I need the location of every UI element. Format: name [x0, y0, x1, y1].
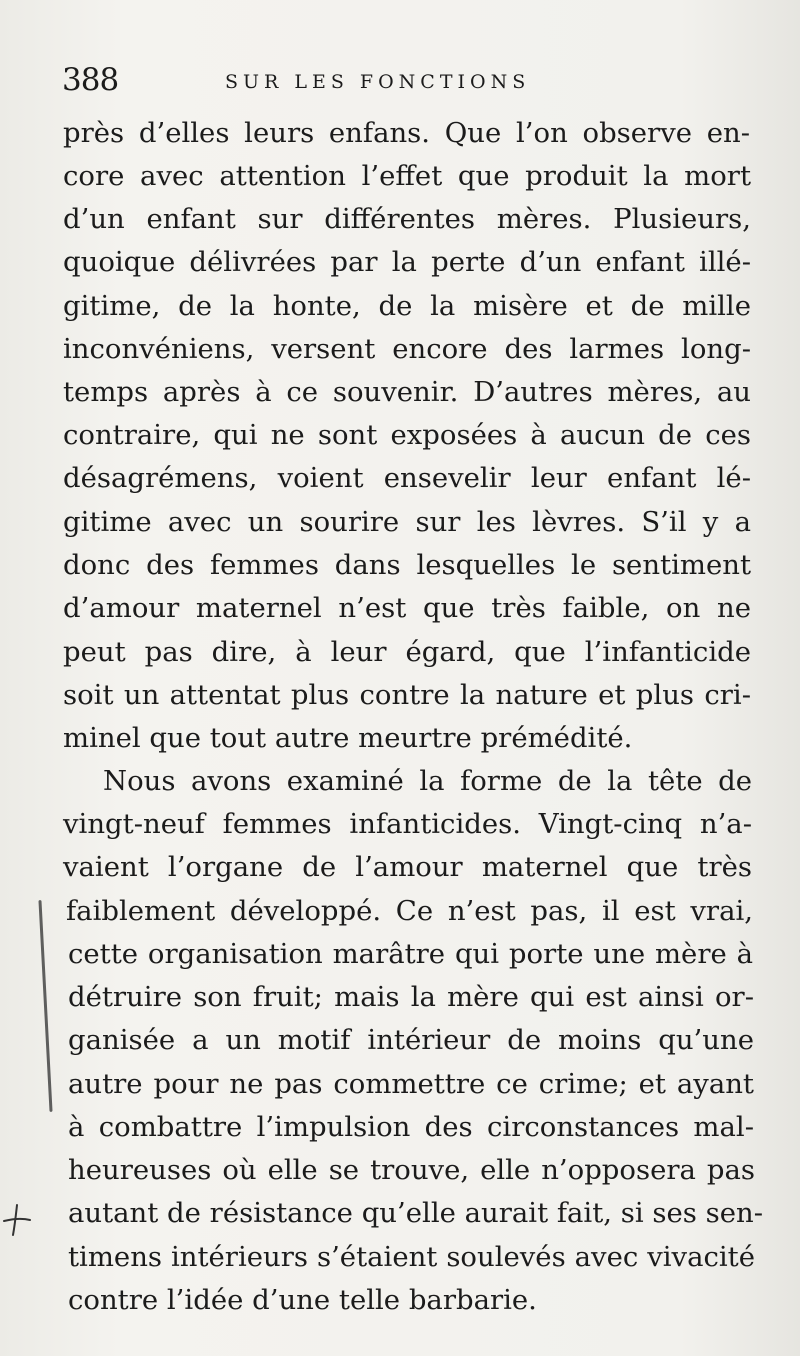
text-line: vaient l’organe de l’amour maternel que très	[63, 851, 752, 883]
text-line: gitime, de la honte, de la misère et de mille	[63, 290, 751, 322]
text-line: inconvéniens, versent encore des larmes long-	[63, 333, 751, 365]
text-line: faiblement développé. Ce n’est pas, il est vrai,	[66, 895, 753, 927]
text-line: près d’elles leurs enfans. Que l’on observe en-	[63, 117, 750, 149]
text-line: désagrémens, voient ensevelir leur enfant lé-	[63, 462, 751, 494]
text-line: détruire son fruit; mais la mère qui est ainsi or-	[68, 981, 754, 1013]
page-number: 388	[62, 62, 119, 98]
text-line: quoique délivrées par la perte d’un enfant illé-	[63, 246, 751, 278]
margin-pencil-bar	[38, 900, 52, 1112]
text-line: heureuses où elle se trouve, elle n’opposera pas	[68, 1154, 755, 1186]
text-line: à combattre l’impulsion des circonstances mal-	[68, 1111, 754, 1143]
text-line: peut pas dire, à leur égard, que l’infanticide	[63, 636, 751, 668]
text-line: autre pour ne pas commettre ce crime; et ayant	[68, 1068, 754, 1100]
text-line: temps après à ce souvenir. D’autres mères, au	[63, 376, 751, 408]
running-head	[62, 62, 762, 102]
text-line: timens intérieurs s’étaient soulevés avec vivacité	[68, 1241, 755, 1273]
text-line: donc des femmes dans lesquelles le sentiment	[63, 549, 751, 581]
running-title: SUR LES FONCTIONS	[225, 71, 531, 93]
text-line: Nous avons examiné la forme de la tête de	[103, 765, 752, 797]
text-line: contre l’idée d’une telle barbarie.	[68, 1284, 537, 1316]
text-line: d’amour maternel n’est que très faible, on ne	[63, 592, 751, 624]
text-line: gitime avec un sourire sur les lèvres. S’il y a	[63, 506, 751, 538]
text-line: contraire, qui ne sont exposées à aucun de ces	[63, 419, 751, 451]
text-line: autant de résistance qu’elle aurait fait, si ses sen-	[68, 1197, 764, 1229]
text-line: ganisée a un motif intérieur de moins qu’une	[68, 1024, 754, 1056]
text-line: cette organisation marâtre qui porte une mère à	[68, 938, 753, 970]
text-line: minel que tout autre meurtre prémédité.	[63, 722, 633, 754]
text-line: soit un attentat plus contre la nature et plus cri-	[63, 679, 751, 711]
text-line: vingt-neuf femmes infanticides. Vingt-cinq n’a-	[63, 808, 752, 840]
margin-cross-mark	[2, 1202, 32, 1238]
text-line: d’un enfant sur différentes mères. Plusieurs,	[63, 203, 751, 235]
text-line: core avec attention l’effet que produit la mort	[63, 160, 751, 192]
